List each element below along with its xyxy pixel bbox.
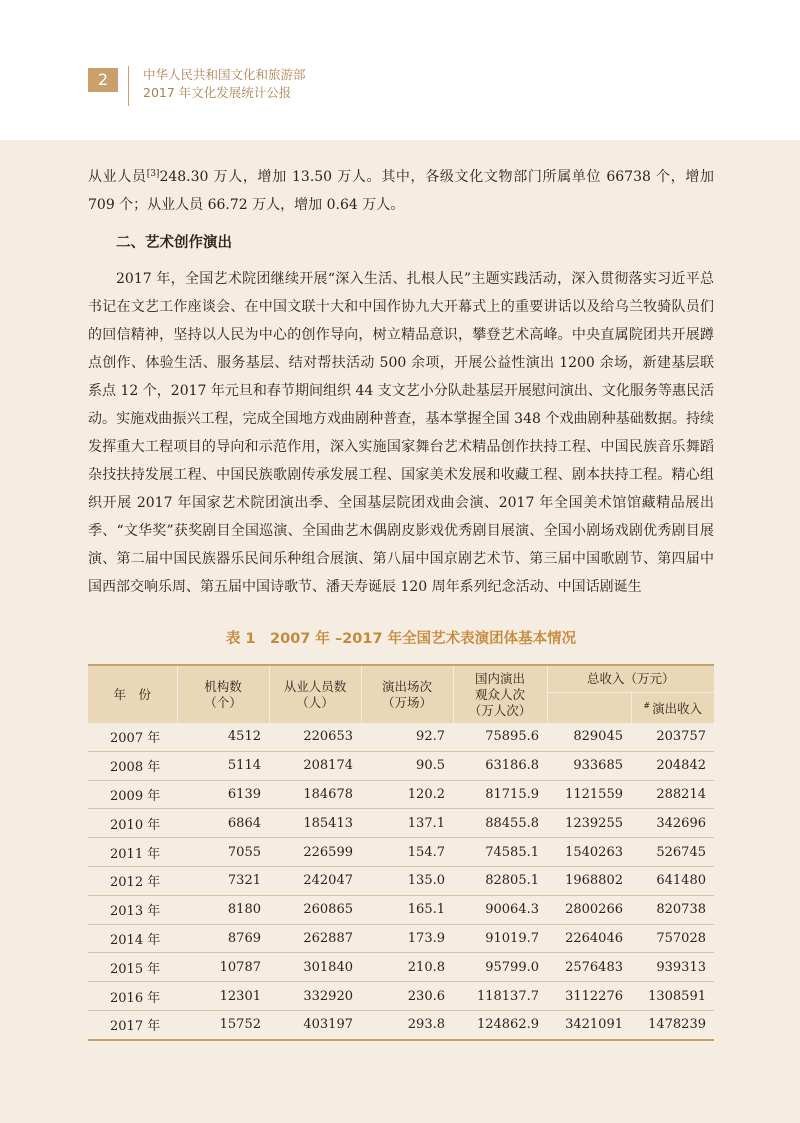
row-value-cell: 230.6 xyxy=(361,982,453,1011)
row-value-cell: 8769 xyxy=(177,924,269,953)
row-value-cell: 88455.8 xyxy=(453,809,547,838)
row-value-cell: 120.2 xyxy=(361,780,453,809)
row-year-cell: 2017 年 xyxy=(88,1010,177,1039)
row-value-cell: 342696 xyxy=(631,809,714,838)
row-value-cell: 757028 xyxy=(631,924,714,953)
row-value-cell: 526745 xyxy=(631,838,714,867)
row-value-cell: 260865 xyxy=(269,895,361,924)
col-header-staff: 从业人员数 （人） xyxy=(269,665,361,723)
table-row xyxy=(88,780,714,809)
row-value-cell: 6864 xyxy=(177,809,269,838)
arts-troupes-table xyxy=(88,664,714,1041)
row-year-cell: 2013 年 xyxy=(88,895,177,924)
table-row xyxy=(88,953,714,982)
row-value-cell: 3421091 xyxy=(547,1010,631,1039)
intro-paragraph xyxy=(88,160,714,219)
row-year-cell: 2011 年 xyxy=(88,838,177,867)
page-number: 2 xyxy=(88,68,118,92)
page-header xyxy=(0,0,800,140)
row-value-cell: 90.5 xyxy=(361,751,453,780)
table-row xyxy=(88,924,714,953)
row-value-cell: 262887 xyxy=(269,924,361,953)
footnote-ref: [3] xyxy=(146,169,160,179)
row-value-cell: 91019.7 xyxy=(453,924,547,953)
table-row xyxy=(88,982,714,1011)
row-value-cell: 820738 xyxy=(631,895,714,924)
row-year-cell: 2009 年 xyxy=(88,780,177,809)
row-value-cell: 933685 xyxy=(547,751,631,780)
table-row xyxy=(88,723,714,751)
col-header-orgs: 机构数 （个） xyxy=(177,665,269,723)
row-value-cell: 82805.1 xyxy=(453,866,547,895)
row-value-cell: 1540263 xyxy=(547,838,631,867)
row-value-cell: 74585.1 xyxy=(453,838,547,867)
row-value-cell: 75895.6 xyxy=(453,723,547,751)
row-year-cell: 2008 年 xyxy=(88,751,177,780)
row-value-cell: 2576483 xyxy=(547,953,631,982)
table-row xyxy=(88,809,714,838)
row-value-cell: 641480 xyxy=(631,866,714,895)
section-paragraph: 2017 年，全国艺术院团继续开展“深入生活、扎根人民”主题实践活动，深入贯彻落实习近平总书记在文艺工作座谈会、在中国文联十大和中国作协九大开幕式上的重要讲话以及给乌兰牧骑队员们的回信精神，坚持以人民为中心的创作导向，树立精品意识，攀登艺术高峰。中央直属院团共开展蹲点创作、体验生活、服务基层、结对帮扶活动 500 余项，开展公益性演出 1200 余场，新建基层联系点 12 个，2017 年元旦和春节期间组织 44 支文艺小分队赴基层开展慰问演出、文化服务等惠民活动。实施戏曲振兴工程，完成全国地方戏曲剧种普查，基本掌握全国 348 个戏曲剧种基础数据。持续发挥重大工程项目的导向和示范作用，深入实施国家舞台艺术精品创作扶持工程、中国民族音乐舞蹈杂技扶持发展工程、中国民族歌剧传承发展工程、国家美术发展和收藏工程、剧本扶持工程。精心组织开展 2017 年国家艺术院团演出季、全国基层院团戏曲会演、2017 年全国美术馆馆藏精品展出季、“文华奖”获奖剧目全国巡演、全国曲艺木偶剧皮影戏优秀剧目展演、全国小剧场戏剧优秀剧目展演、第二届中国民族器乐民间乐种组合展演、第八届中国京剧艺术节、第三届中国歌剧节、第四届中国西部交响乐周、第五届中国诗歌节、潘天寿诞辰 120 周年系列纪念活动、中国话剧诞生 xyxy=(88,271,714,595)
row-year-cell: 2012 年 xyxy=(88,866,177,895)
table-row xyxy=(88,751,714,780)
table-row xyxy=(88,866,714,895)
row-value-cell: 173.9 xyxy=(361,924,453,953)
row-value-cell: 829045 xyxy=(547,723,631,751)
row-value-cell: 4512 xyxy=(177,723,269,751)
row-value-cell: 288214 xyxy=(631,780,714,809)
row-value-cell: 124862.9 xyxy=(453,1010,547,1039)
table-row xyxy=(88,838,714,867)
row-value-cell: 208174 xyxy=(269,751,361,780)
row-value-cell: 95799.0 xyxy=(453,953,547,982)
row-value-cell: 8180 xyxy=(177,895,269,924)
row-value-cell: 135.0 xyxy=(361,866,453,895)
row-value-cell: 7055 xyxy=(177,838,269,867)
section-heading: 二、艺术创作演出 xyxy=(116,235,232,251)
row-value-cell: 165.1 xyxy=(361,895,453,924)
row-value-cell: 332920 xyxy=(269,982,361,1011)
publication-title-line2: 2017 年文化发展统计公报 xyxy=(143,85,292,100)
body-text xyxy=(88,160,714,601)
row-value-cell: 2800266 xyxy=(547,895,631,924)
row-value-cell: 293.8 xyxy=(361,1010,453,1039)
row-value-cell: 1478239 xyxy=(631,1010,714,1039)
row-value-cell: 939313 xyxy=(631,953,714,982)
col-header-perf-income: # 演出收入 xyxy=(631,692,714,723)
row-value-cell: 12301 xyxy=(177,982,269,1011)
row-value-cell: 1308591 xyxy=(631,982,714,1011)
row-value-cell: 10787 xyxy=(177,953,269,982)
intro-text-b: 248.30 万人，增加 13.50 万人。其中，各级文化文物部门所属单位 66738 个，增加 709 个；从业人员 66.72 万人，增加 0.64 万人。 xyxy=(88,169,715,213)
col-header-audience: 国内演出 观众人次 （万人次） xyxy=(453,665,547,723)
row-value-cell: 63186.8 xyxy=(453,751,547,780)
row-value-cell: 210.8 xyxy=(361,953,453,982)
row-value-cell: 1968802 xyxy=(547,866,631,895)
row-value-cell: 184678 xyxy=(269,780,361,809)
header-divider xyxy=(128,66,129,106)
row-value-cell: 226599 xyxy=(269,838,361,867)
row-year-cell: 2014 年 xyxy=(88,924,177,953)
row-value-cell: 185413 xyxy=(269,809,361,838)
table-body xyxy=(88,723,714,1040)
row-value-cell: 81715.9 xyxy=(453,780,547,809)
row-value-cell: 403197 xyxy=(269,1010,361,1039)
intro-text-a: 从业人员 xyxy=(88,169,147,185)
col-header-income: 总收入（万元） xyxy=(547,665,714,692)
row-value-cell: 15752 xyxy=(177,1010,269,1039)
row-value-cell: 118137.7 xyxy=(453,982,547,1011)
row-value-cell: 242047 xyxy=(269,866,361,895)
row-value-cell: 92.7 xyxy=(361,723,453,751)
row-year-cell: 2016 年 xyxy=(88,982,177,1011)
publication-title xyxy=(143,66,306,102)
col-header-year: 年 份 xyxy=(88,665,177,723)
row-value-cell: 90064.3 xyxy=(453,895,547,924)
row-year-cell: 2007 年 xyxy=(88,723,177,751)
col-header-shows: 演出场次 （万场） xyxy=(361,665,453,723)
row-value-cell: 1239255 xyxy=(547,809,631,838)
row-value-cell: 154.7 xyxy=(361,838,453,867)
row-value-cell: 7321 xyxy=(177,866,269,895)
table-row xyxy=(88,1010,714,1039)
row-value-cell: 137.1 xyxy=(361,809,453,838)
row-value-cell: 5114 xyxy=(177,751,269,780)
row-value-cell: 3112276 xyxy=(547,982,631,1011)
row-value-cell: 203757 xyxy=(631,723,714,751)
row-value-cell: 6139 xyxy=(177,780,269,809)
row-value-cell: 2264046 xyxy=(547,924,631,953)
publication-title-line1: 中华人民共和国文化和旅游部 xyxy=(143,67,306,82)
table-row xyxy=(88,895,714,924)
row-value-cell: 204842 xyxy=(631,751,714,780)
row-value-cell: 301840 xyxy=(269,953,361,982)
table-title: 表 1 2007 年 –2017 年全国艺术表演团体基本情况 xyxy=(225,631,577,647)
row-value-cell: 220653 xyxy=(269,723,361,751)
row-value-cell: 1121559 xyxy=(547,780,631,809)
row-year-cell: 2015 年 xyxy=(88,953,177,982)
row-year-cell: 2010 年 xyxy=(88,809,177,838)
